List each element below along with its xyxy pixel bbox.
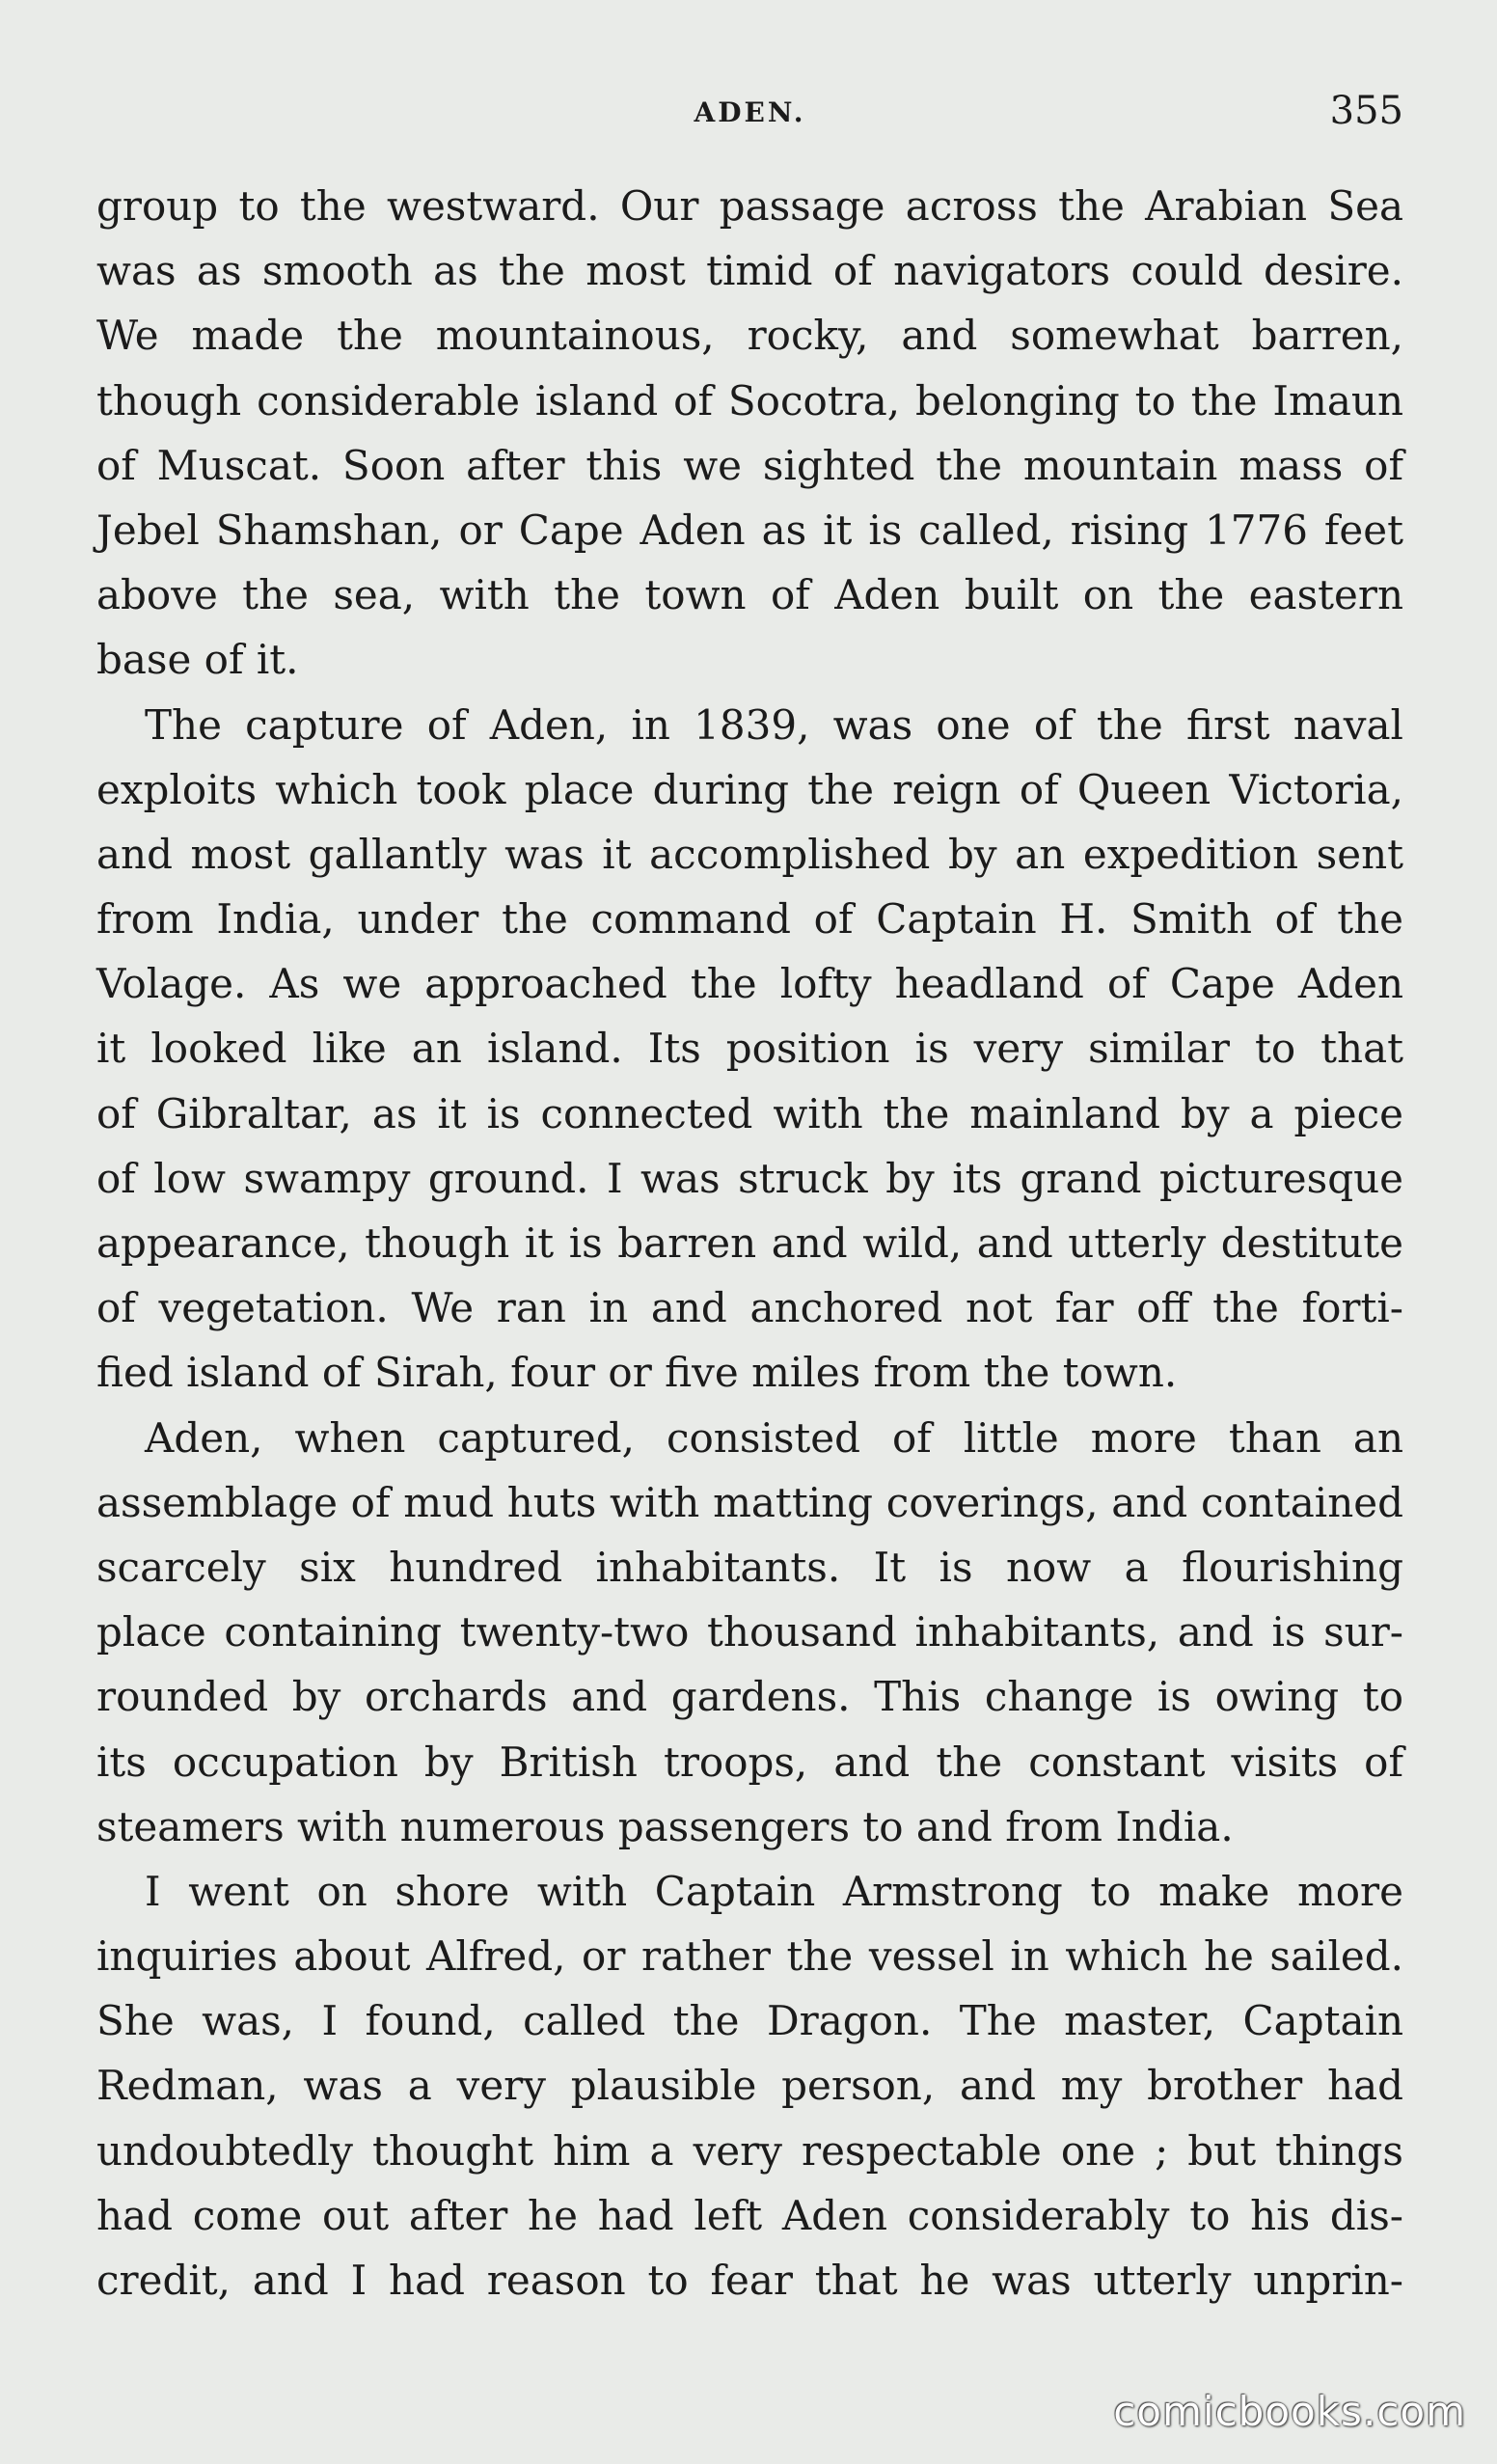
text-line: She was, I found, called the Dragon. The master, Captain <box>96 1997 1403 2045</box>
text-line: though considerable island of Socotra, belonging to the Imaun <box>96 376 1403 424</box>
text-line: of vegetation. We ran in and anchored not far off the forti- <box>96 1284 1403 1332</box>
text-line: credit, and I had reason to fear that he was utterly unprin- <box>96 2257 1403 2304</box>
running-title: ADEN. <box>694 96 806 128</box>
text-line: base of it. <box>96 636 299 684</box>
text-line: of Muscat. Soon after this we sighted the mountain mass of <box>96 441 1403 489</box>
text-line: We made the mountainous, rocky, and somewhat barren, <box>96 312 1403 360</box>
text-line: Redman, was a very plausible person, and my brother had <box>96 2062 1403 2110</box>
text-line: rounded by orchards and gardens. This change is owing to <box>96 1673 1403 1721</box>
text-line: steamers with numerous passengers to and from India. <box>96 1802 1234 1850</box>
text-line: its occupation by British troops, and the constant visits of <box>96 1738 1403 1786</box>
text-line: it looked like an island. Its position is very similar to that <box>96 1025 1403 1073</box>
page-header <box>96 89 1403 147</box>
text-line: undoubtedly thought him a very respectable one ; but things <box>96 2126 1403 2175</box>
text-line: inquiries about Alfred, or rather the vessel in which he sailed. <box>96 1932 1403 1981</box>
watermark: comicbooks.com <box>1113 2388 1466 2435</box>
text-line: Volage. As we approached the lofty headland of Cape Aden <box>96 960 1403 1008</box>
text-line: appearance, though it is barren and wild, and utterly destitute <box>96 1219 1403 1267</box>
text-line: of Gibraltar, as it is connected with the mainland by a piece <box>96 1089 1403 1137</box>
text-line: and most gallantly was it accomplished by an expedition sent <box>96 830 1403 878</box>
text-line: place containing twenty-two thousand inhabitants, and is sur- <box>96 1608 1403 1656</box>
text-line: fied island of Sirah, four or five miles from the town. <box>96 1349 1178 1397</box>
text-line: assemblage of mud huts with matting coverings, and contained <box>96 1478 1403 1526</box>
text-line: I went on shore with Captain Armstrong to make more <box>145 1867 1403 1915</box>
text-line: from India, under the command of Captain H. Smith of the <box>96 895 1403 944</box>
text-line: exploits which took place during the reign of Queen Victoria, <box>96 765 1403 813</box>
text-line: was as smooth as the most timid of navigators could desire. <box>96 247 1403 295</box>
text-line: Aden, when captured, consisted of little more than an <box>145 1413 1403 1462</box>
text-line: above the sea, with the town of Aden built on the eastern <box>96 571 1403 619</box>
text-line: Jebel Shamshan, or Cape Aden as it is called, rising 1776 feet <box>96 506 1403 554</box>
page-number: 355 <box>1329 89 1403 133</box>
text-line: group to the westward. Our passage across the Arabian Sea <box>96 182 1403 230</box>
body-text <box>96 174 1403 2313</box>
text-line: The capture of Aden, in 1839, was one of the first naval <box>145 700 1403 749</box>
text-line: of low swampy ground. I was struck by its grand picturesque <box>96 1154 1403 1202</box>
text-line: scarcely six hundred inhabitants. It is now a flourishing <box>96 1543 1403 1591</box>
text-line: had come out after he had left Aden considerably to his dis- <box>96 2191 1403 2239</box>
